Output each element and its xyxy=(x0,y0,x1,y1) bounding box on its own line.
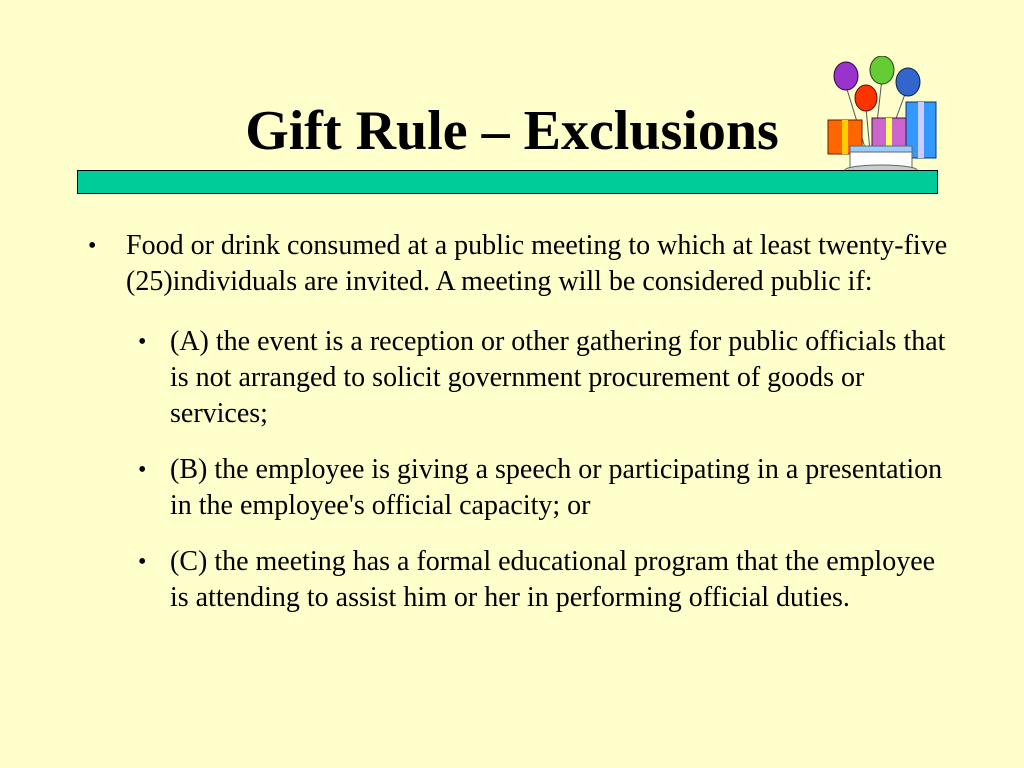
list-item-text: (A) the event is a reception or other gathering for public officials that is not arranged to solicit government procurement of goods or services; xyxy=(170,326,946,429)
list-item-text: Food or drink consumed at a public meeting to which at least twenty-five (25)individuals are invited. A meeting will be considered public if: xyxy=(126,230,948,297)
list-item xyxy=(80,452,950,524)
list-item-text: (B) the employee is giving a speech or participating in a presentation in the employee's official capacity; or xyxy=(170,454,943,521)
bullet-marker: • xyxy=(138,549,147,575)
slide-title: Gift Rule – Exclusions xyxy=(245,100,779,162)
title-rule xyxy=(77,170,938,194)
bullet-marker: • xyxy=(138,329,147,355)
list-item-text: (C) the meeting has a formal educational program that the employee is attending to assist him or her in performing official duties. xyxy=(170,546,936,613)
list-item xyxy=(80,324,950,432)
bullet-list xyxy=(80,228,950,636)
balloons-and-gifts-icon xyxy=(822,56,942,178)
list-item xyxy=(80,228,950,300)
bullet-marker: • xyxy=(88,233,97,259)
list-item xyxy=(80,544,950,616)
bullet-marker: • xyxy=(138,457,147,483)
